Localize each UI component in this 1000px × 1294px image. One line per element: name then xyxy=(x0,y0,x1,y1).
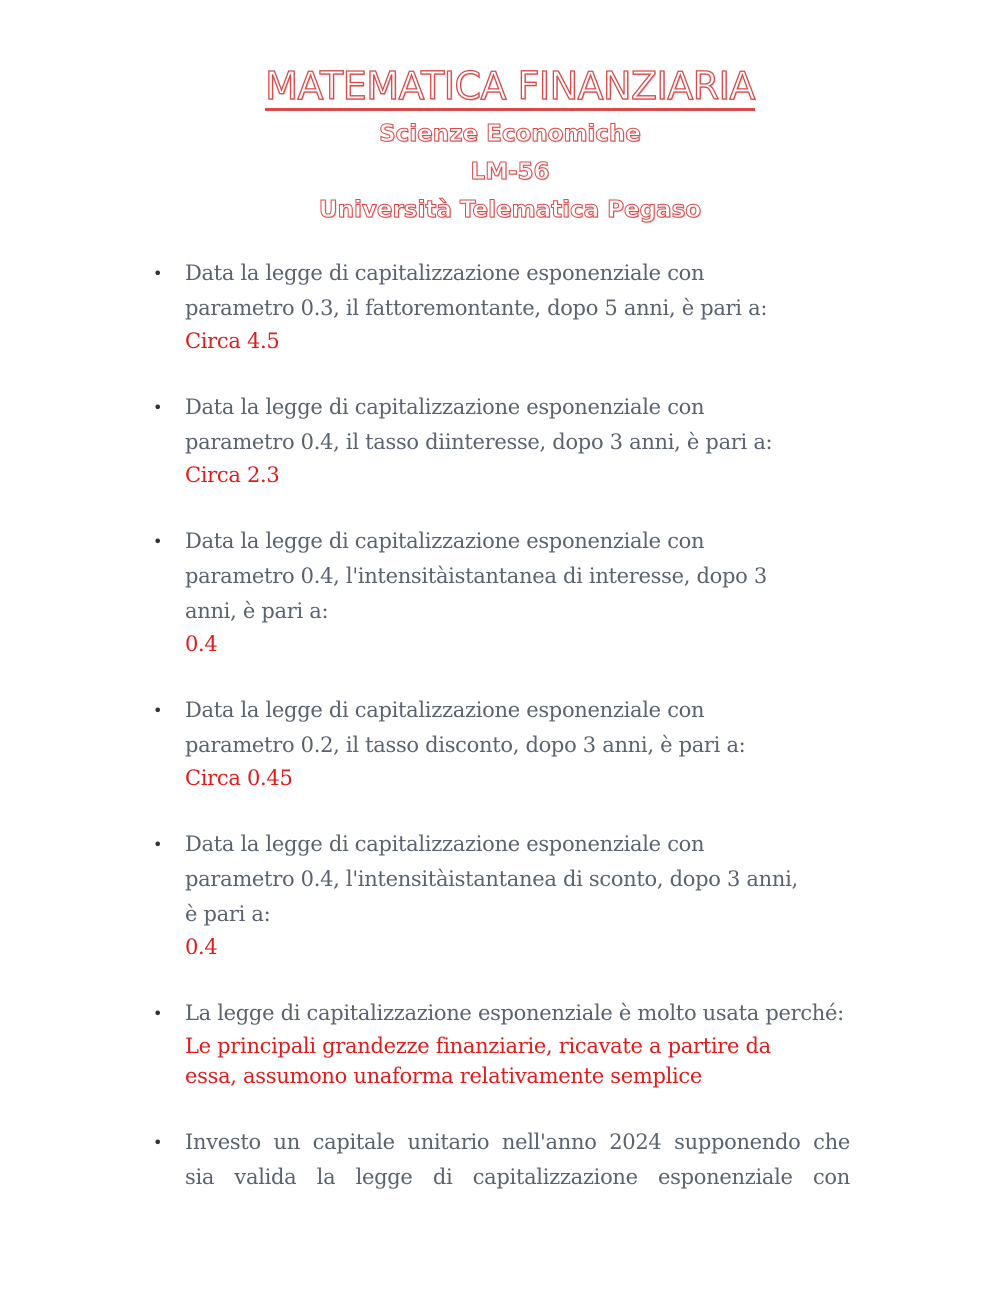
question-line: parametro 0.4, il tasso diinteresse, dopo 3 anni, è pari a: xyxy=(185,430,773,454)
question-line: Data la legge di capitalizzazione esponenziale con xyxy=(185,529,705,553)
question-line: Data la legge di capitalizzazione esponenziale con xyxy=(185,698,705,722)
answer-line: Circa 4.5 xyxy=(185,329,280,353)
question-line: parametro 0.2, il tasso disconto, dopo 3 anni, è pari a: xyxy=(185,733,746,757)
bullet-icon: • xyxy=(153,398,163,417)
question-line: Data la legge di capitalizzazione esponenziale con xyxy=(185,395,705,419)
question-item xyxy=(150,256,850,356)
question-line: parametro 0.4, l'intensitàistantanea di interesse, dopo 3 xyxy=(185,564,767,588)
bullet-icon: • xyxy=(153,264,163,283)
page-title: MATEMATICA FINANZIARIA xyxy=(265,64,755,111)
question-line: Data la legge di capitalizzazione esponenziale con xyxy=(185,261,705,285)
answer-line: Circa 0.45 xyxy=(185,766,293,790)
bullet-icon: • xyxy=(153,835,163,854)
answer-line: Circa 2.3 xyxy=(185,463,280,487)
answer-line: essa, assumono unaforma relativamente semplice xyxy=(185,1064,703,1088)
bullet-icon: • xyxy=(153,1004,163,1023)
answer-line: 0.4 xyxy=(185,632,218,656)
course-name: Scienze Economiche xyxy=(379,121,641,147)
bullet-icon: • xyxy=(153,1133,163,1152)
course-code: LM-56 xyxy=(470,159,550,185)
document-header xyxy=(0,64,1000,229)
question-item xyxy=(150,524,850,659)
question-line: sia valida la legge di capitalizzazione esponenziale con xyxy=(185,1165,850,1189)
question-line: è pari a: xyxy=(185,902,271,926)
question-line: La legge di capitalizzazione esponenziale è molto usata perché: xyxy=(185,1001,844,1025)
question-item xyxy=(150,996,850,1091)
question-line: Investo un capitale unitario nell'anno 2024 supponendo che xyxy=(185,1130,850,1154)
question-line: Data la legge di capitalizzazione esponenziale con xyxy=(185,832,705,856)
question-item xyxy=(150,827,850,962)
question-item xyxy=(150,1125,850,1195)
question-line: parametro 0.4, l'intensitàistantanea di sconto, dopo 3 anni, xyxy=(185,867,798,891)
question-line: parametro 0.3, il fattoremontante, dopo 5 anni, è pari a: xyxy=(185,296,768,320)
question-list xyxy=(150,256,850,1229)
answer-line: 0.4 xyxy=(185,935,218,959)
university-name: Università Telematica Pegaso xyxy=(318,197,702,223)
bullet-icon: • xyxy=(153,532,163,551)
question-line: anni, è pari a: xyxy=(185,599,329,623)
bullet-icon: • xyxy=(153,701,163,720)
question-item xyxy=(150,390,850,490)
question-item xyxy=(150,693,850,793)
answer-line: Le principali grandezze finanziarie, ricavate a partire da xyxy=(185,1034,771,1058)
